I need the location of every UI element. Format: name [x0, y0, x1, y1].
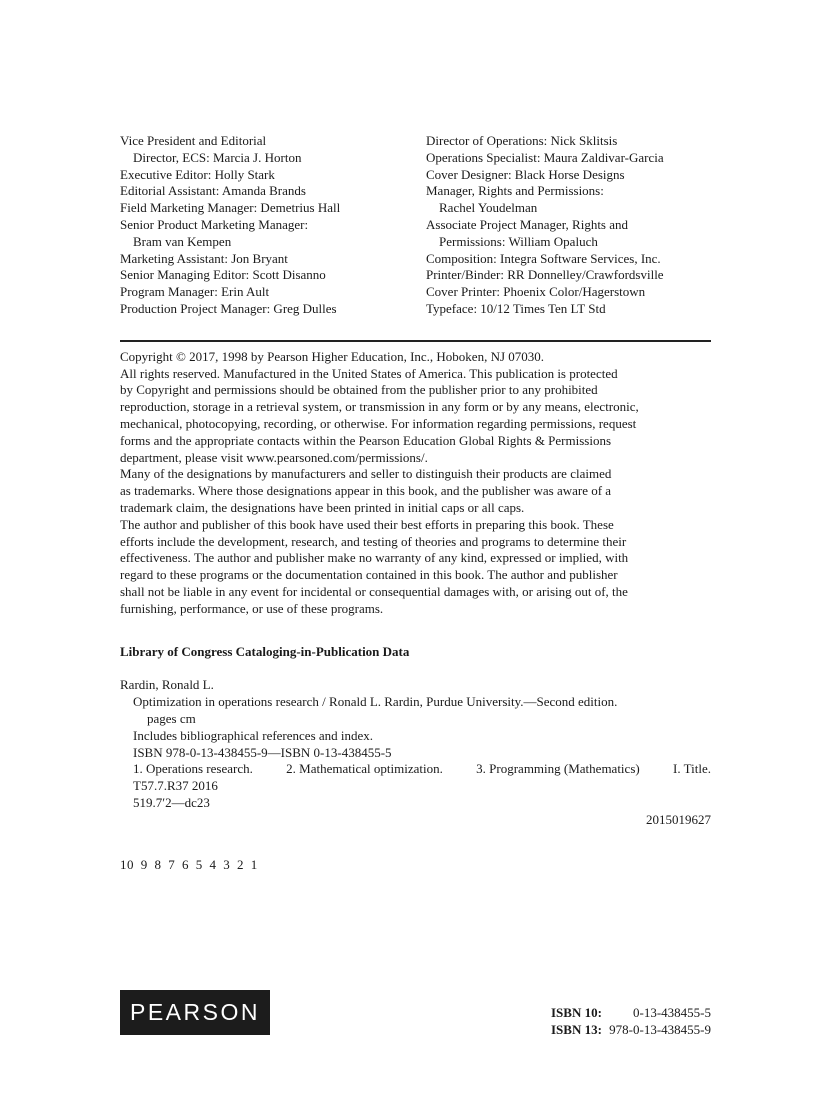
logo-text: PEARSON — [130, 999, 260, 1026]
paragraph-line: mechanical, photocopying, recording, or otherwise. For information regarding permissions, request — [120, 415, 637, 431]
cip-subject: 1. Operations research. — [133, 761, 253, 777]
cip-subjects — [120, 761, 711, 778]
isbn10-label: ISBN 10: — [551, 1005, 602, 1020]
credit-line: Printer/Binder: RR Donnelley/Crawfordsville — [426, 267, 664, 283]
credit-line: Associate Project Manager, Rights and — [426, 216, 629, 232]
credits-section — [120, 133, 711, 318]
paragraph-line: The author and publisher of this book have used their best efforts in preparing this book. These — [120, 516, 614, 532]
cip-lccn: 2015019627 — [646, 811, 711, 827]
cip-pages: pages cm — [147, 710, 196, 726]
credit-line: Production Project Manager: Greg Dulles — [120, 300, 337, 316]
paragraph-line: shall not be liable in any event for incidental or consequential damages with, or arising out of, the — [120, 583, 628, 599]
cip-includes: Includes bibliographical references and index. — [133, 727, 374, 743]
credit-line: Cover Printer: Phoenix Color/Hagerstown — [426, 284, 646, 300]
credit-line: Executive Editor: Holly Stark — [120, 166, 275, 182]
credit-line: Typeface: 10/12 Times Ten LT Std — [426, 300, 606, 316]
paragraph-line: Many of the designations by manufacturers and seller to distinguish their products are claimed — [120, 466, 612, 482]
section-divider — [120, 340, 711, 342]
cip-dewey: 519.7′2—dc23 — [133, 794, 210, 810]
credit-line: Operations Specialist: Maura Zaldivar-Garcia — [426, 149, 664, 165]
paragraph-line: department, please visit www.pearsoned.com/permissions/. — [120, 449, 428, 465]
credit-line: Cover Designer: Black Horse Designs — [426, 166, 625, 182]
copyright-notice: Copyright © 2017, 1998 by Pearson Higher Education, Inc., Hoboken, NJ 07030. — [120, 348, 545, 364]
credit-line: Senior Product Marketing Manager: — [120, 216, 309, 232]
credit-line: Composition: Integra Software Services, Inc. — [426, 250, 661, 266]
printing-line: 10 9 8 7 6 5 4 3 2 1 — [120, 857, 258, 873]
cip-data — [120, 677, 711, 828]
credit-line: Director, ECS: Marcia J. Horton — [133, 149, 302, 165]
credit-line: Field Marketing Manager: Demetrius Hall — [120, 200, 341, 216]
credit-line: Director of Operations: Nick Sklitsis — [426, 133, 618, 148]
copyright-page — [120, 133, 711, 874]
paragraph-line: efforts include the development, research, and testing of theories and programs to determine their — [120, 533, 627, 549]
rights-paragraph — [120, 366, 711, 467]
credit-line: Vice President and Editorial — [120, 133, 267, 148]
isbn10-row — [551, 1004, 711, 1021]
credits-right-column — [426, 133, 711, 318]
credit-line: Editorial Assistant: Amanda Brands — [120, 183, 306, 199]
credit-line: Marketing Assistant: Jon Bryant — [120, 250, 288, 266]
isbn13-value: 978-0-13-438455-9 — [609, 1022, 711, 1037]
paragraph-line: effectiveness. The author and publisher make no warranty of any kind, expressed or implied, with — [120, 550, 629, 566]
warranty-paragraph — [120, 517, 711, 618]
cip-subject: 3. Programming (Mathematics) — [476, 761, 640, 777]
paragraph-line: furnishing, performance, or use of these programs. — [120, 600, 384, 616]
isbn13-label: ISBN 13: — [551, 1022, 602, 1037]
credit-line: Senior Managing Editor: Scott Disanno — [120, 267, 326, 283]
cip-heading: Library of Congress Cataloging-in-Publication Data — [120, 643, 410, 659]
isbn13-row — [551, 1021, 711, 1038]
cip-subject: 2. Mathematical optimization. — [286, 761, 443, 777]
isbn-block — [551, 1004, 711, 1038]
credit-line: Manager, Rights and Permissions: — [426, 183, 604, 199]
paragraph-line: forms and the appropriate contacts within the Pearson Education Global Rights & Permissions — [120, 432, 612, 448]
cip-author: Rardin, Ronald L. — [120, 677, 214, 693]
trademarks-paragraph — [120, 466, 711, 516]
paragraph-line: reproduction, storage in a retrieval system, or transmission in any form or by any means, electronic, — [120, 399, 639, 415]
paragraph-line: by Copyright and permissions should be obtained from the publisher prior to any prohibited — [120, 382, 598, 398]
cip-call-number: T57.7.R37 2016 — [133, 778, 218, 794]
pearson-logo — [120, 990, 270, 1035]
credit-line: Permissions: William Opaluch — [439, 233, 598, 249]
credit-line: Rachel Youdelman — [439, 200, 538, 216]
paragraph-line: All rights reserved. Manufactured in the United States of America. This publication is protected — [120, 365, 618, 381]
credits-left-column — [120, 133, 410, 318]
paragraph-line: as trademarks. Where those designations appear in this book, and the publisher was aware of a — [120, 483, 612, 499]
paragraph-line: trademark claim, the designations have been printed in initial caps or all caps. — [120, 499, 525, 515]
cip-subject: I. Title. — [673, 761, 711, 777]
credit-line: Program Manager: Erin Ault — [120, 284, 270, 300]
credit-line: Bram van Kempen — [133, 233, 232, 249]
cip-isbn-line: ISBN 978-0-13-438455-9—ISBN 0-13-438455-5 — [133, 744, 392, 760]
paragraph-line: regard to these programs or the documentation contained in this book. The author and publisher — [120, 567, 618, 583]
cip-title-line: Optimization in operations research / Ronald L. Rardin, Purdue University.—Second edition. — [133, 694, 618, 710]
isbn10-value: 0-13-438455-5 — [633, 1005, 711, 1020]
